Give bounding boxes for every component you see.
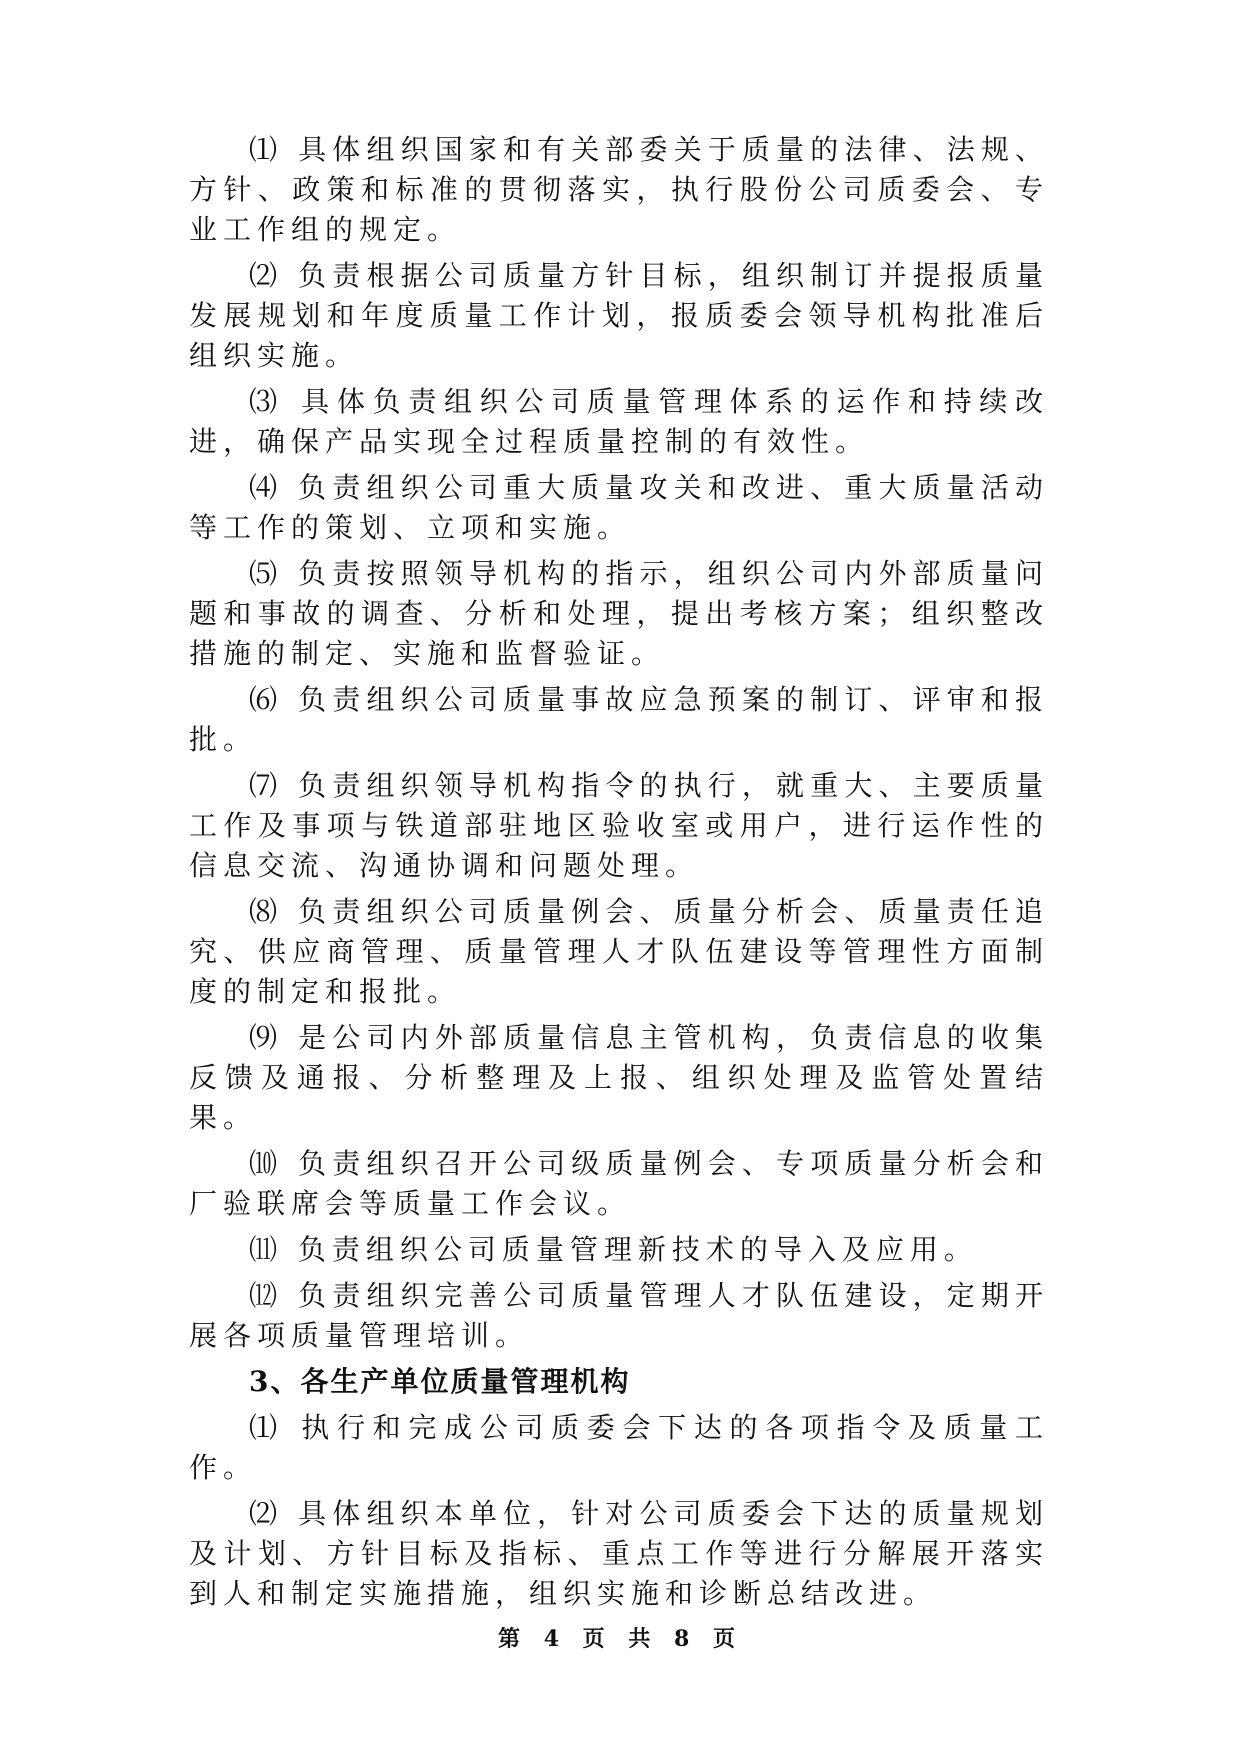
paragraph-item-5: ⑸ 负责按照领导机构的指示，组织公司内外部质量问题和事故的调查、分析和处理，提出考核方案；组织整改措施的制定、实施和监督验证。 <box>189 557 1049 670</box>
section-paragraph-2: ⑵ 具体组织本单位，针对公司质委会下达的质量规划及计划、方针目标及指标、重点工作等进行分解展开落实到人和制定实施措施，组织实施和诊断总结改进。 <box>189 1497 1049 1610</box>
paragraph-item-3: ⑶ 具体负责组织公司质量管理体系的运作和持续改进，确保产品实现全过程质量控制的有效性。 <box>189 385 1049 458</box>
paragraph-item-8: ⑻ 负责组织公司质量例会、质量分析会、质量责任追究、供应商管理、质量管理人才队伍建设等管理性方面制度的制定和报批。 <box>189 895 1049 1008</box>
paragraph-item-1: ⑴ 具体组织国家和有关部委关于质量的法律、法规、方针、政策和标准的贯彻落实，执行股份公司质委会、专业工作组的规定。 <box>189 133 1049 246</box>
paragraph-item-6: ⑹ 负责组织公司质量事故应急预案的制订、评审和报批。 <box>189 683 1049 756</box>
section-paragraph-1: ⑴ 执行和完成公司质委会下达的各项指令及质量工作。 <box>189 1411 1049 1484</box>
paragraph-item-7: ⑺ 负责组织领导机构指令的执行，就重大、主要质量工作及事项与铁道部驻地区验收室或用户，进行运作性的信息交流、沟通协调和问题处理。 <box>189 769 1049 882</box>
paragraph-item-9: ⑼ 是公司内外部质量信息主管机构，负责信息的收集反馈及通报、分析整理及上报、组织处理及监管处置结果。 <box>189 1021 1049 1134</box>
paragraph-item-10: ⑽ 负责组织召开公司级质量例会、专项质量分析会和厂验联席会等质量工作会议。 <box>189 1147 1049 1220</box>
page-number-footer: 第 4 页 共 8 页 <box>498 1626 743 1652</box>
document-body <box>189 130 1049 1620</box>
paragraph-item-11: ⑾ 负责组织公司质量管理新技术的导入及应用。 <box>249 1233 978 1266</box>
paragraph-item-12: ⑿ 负责组织完善公司质量管理人才队伍建设，定期开展各项质量管理培训。 <box>189 1279 1049 1352</box>
paragraph-item-2: ⑵ 负责根据公司质量方针目标，组织制订并提报质量发展规划和年度质量工作计划，报质委会领导机构批准后组织实施。 <box>189 259 1049 372</box>
paragraph-item-4: ⑷ 负责组织公司重大质量攻关和改进、重大质量活动等工作的策划、立项和实施。 <box>189 471 1049 544</box>
section-heading: 3、各生产单位质量管理机构 <box>249 1365 631 1398</box>
